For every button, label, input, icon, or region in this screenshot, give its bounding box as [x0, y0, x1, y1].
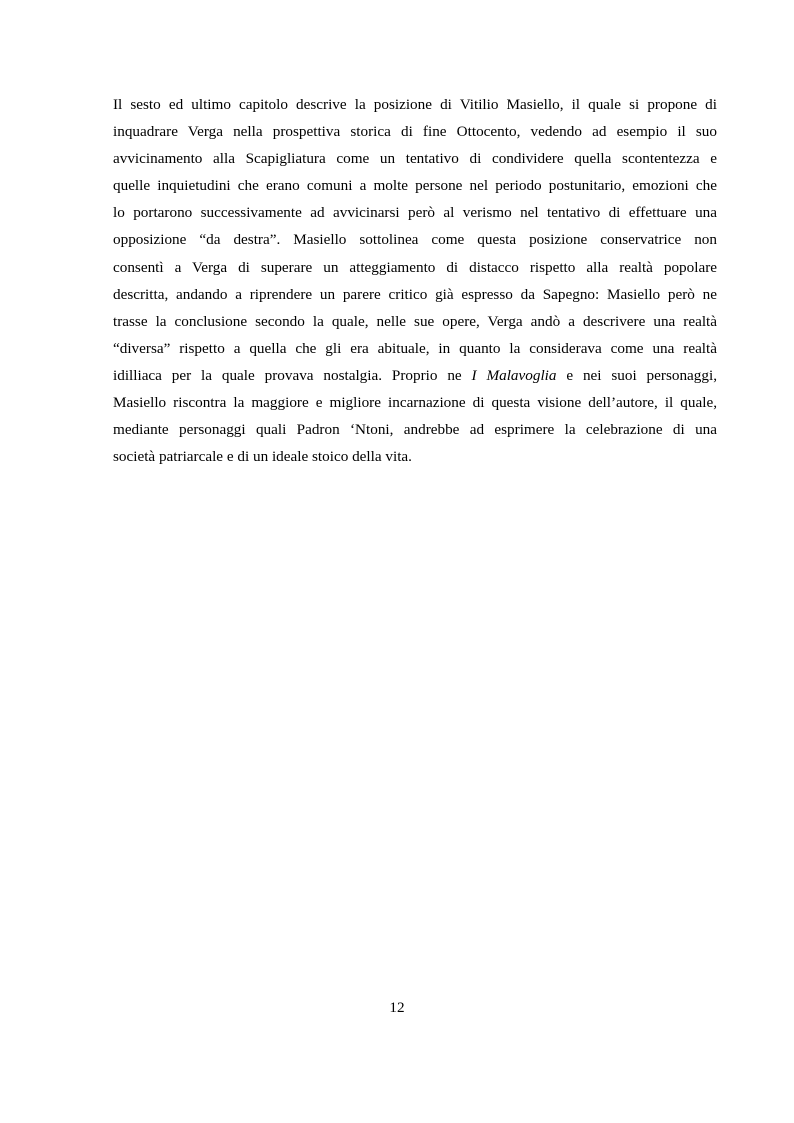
- body-paragraph: [113, 91, 717, 470]
- text-line-5: lo portarono successivamente ad avvicinarsi però al verismo nel tentativo di effettuare una: [113, 204, 717, 222]
- text-line-12: Masiello riscontra la maggiore e migliore incarnazione di questa visione dell’autore, il quale,: [113, 394, 717, 412]
- text-line-4: quelle inquietudini che erano comuni a molte persone nel periodo postunitario, emozioni che: [113, 177, 717, 195]
- text-line-7: consentì a Verga di superare un atteggiamento di distacco rispetto alla realtà popolare: [113, 258, 717, 276]
- text-line-11-end: e nei suoi personaggi,: [556, 366, 717, 384]
- text-line-1: Il sesto ed ultimo capitolo descrive la posizione di Vitilio Masiello, il quale si propone di: [113, 96, 717, 113]
- text-line-10: “diversa” rispetto a quella che gli era abituale, in quanto la considerava come una realtà: [113, 339, 717, 357]
- text-line-14: società patriarcale e di un ideale stoico della vita.: [113, 448, 412, 466]
- text-line-11: [113, 362, 717, 389]
- text-line-3: avvicinamento alla Scapigliatura come un tentativo di condividere quella scontentezza e: [113, 150, 717, 168]
- page-number: 12: [389, 999, 405, 1016]
- book-title-italic: I Malavoglia: [471, 366, 557, 384]
- text-line-6: opposizione “da destra”. Masiello sottolinea come questa posizione conservatrice non: [113, 231, 717, 249]
- text-line-9: trasse la conclusione secondo la quale, nelle sue opere, Verga andò a descrivere una realtà: [113, 312, 717, 330]
- text-line-13: mediante personaggi quali Padron ‘Ntoni, andrebbe ad esprimere la celebrazione di una: [113, 421, 717, 439]
- text-line-8: descritta, andando a riprendere un parere critico già espresso da Sapegno: Masiello però ne: [113, 285, 717, 303]
- text-line-2: inquadrare Verga nella prospettiva storica di fine Ottocento, vedendo ad esempio il suo: [113, 123, 717, 141]
- text-line-11-start: idilliaca per la quale provava nostalgia. Proprio ne: [113, 366, 472, 384]
